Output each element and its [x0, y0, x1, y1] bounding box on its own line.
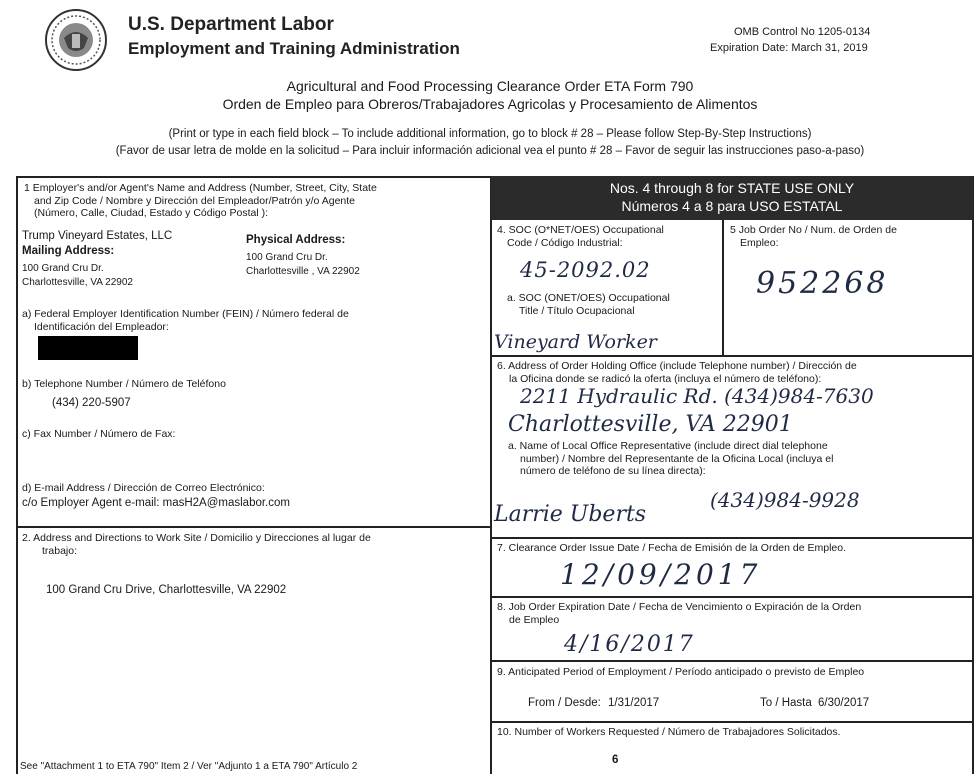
- form-title-english: Agricultural and Food Processing Clearance Order ETA Form 790: [286, 78, 694, 94]
- state-use-header-line1: Nos. 4 through 8 for STATE USE ONLY: [609, 180, 855, 196]
- omb-expiration-date: Expiration Date: March 31, 2019: [710, 42, 868, 54]
- agency-name-line1: U.S. Department Labor: [128, 14, 334, 35]
- attachment-note: See "Attachment 1 to ETA 790" Item 2 / Ver "Adjunto 1 a ETA 790" Artículo 2: [20, 761, 358, 772]
- instructions-english: (Print or type in each field block – To include additional information, go to block # 28 – Please follow Step-By-Step Instructions): [168, 128, 812, 140]
- block4-label: [497, 224, 664, 249]
- form-right-border: [972, 176, 974, 774]
- block10-label: 10. Number of Workers Requested / Número de Trabajadores Solicitados.: [497, 726, 841, 738]
- email-value[interactable]: c/o Employer Agent e-mail: masH2A@maslabor.com: [22, 497, 290, 509]
- block8-label-line1: 8. Job Order Expiration Date / Fecha de Vencimiento o Expiración de la Orden: [497, 601, 862, 613]
- order-office-address-line1[interactable]: 2211 Hydraulic Rd. (434)984-7630: [520, 384, 874, 408]
- agency-name-line2: Employment and Training Administration: [128, 39, 460, 58]
- block4-label-line2: Code / Código Industrial:: [507, 236, 623, 249]
- phone-value[interactable]: (434) 220-5907: [52, 397, 131, 409]
- block8-label: [497, 601, 861, 626]
- period-from-label: From / Desde:: [528, 697, 601, 709]
- divider-block1-block2: [16, 526, 492, 528]
- employer-name[interactable]: Trump Vineyard Estates, LLC: [22, 230, 173, 242]
- work-site-address[interactable]: 100 Grand Cru Drive, Charlottesville, VA 22902: [46, 584, 287, 596]
- physical-address-label: Physical Address:: [246, 234, 346, 246]
- mailing-address-label: Mailing Address:: [22, 245, 115, 257]
- fein-label: [22, 308, 349, 333]
- block6-label: [497, 360, 857, 385]
- block2-label: [22, 532, 371, 557]
- instructions-spanish: (Favor de usar letra de molde en la solicitud – Para incluir información adicional vea el punto # 28 – Favor de seguir las instrucciones paso-a-paso): [115, 145, 865, 157]
- order-office-address-line2[interactable]: Charlottesville, VA 22901: [508, 412, 793, 437]
- state-use-header-line2: Números 4 a 8 para USO ESTATAL: [621, 198, 843, 214]
- fein-label-line1: a) Federal Employer Identification Number (FEIN) / Número federal de: [22, 308, 349, 320]
- fein-label-line2: Identificación del Empleador:: [34, 320, 169, 333]
- physical-city[interactable]: Charlottesville , VA 22902: [246, 266, 360, 277]
- block4a-label-line1: a. SOC (ONET/OES) Occupational: [507, 292, 670, 304]
- divider-block4-block6: [490, 355, 973, 357]
- state-use-header: [491, 176, 973, 220]
- form-column-divider: [490, 176, 492, 774]
- issue-date-value[interactable]: 12/09/2017: [560, 558, 762, 591]
- block8-label-line2: de Empleo: [509, 613, 560, 626]
- block1-label-line1: 1 Employer's and/or Agent's Name and Address (Number, Street, City, State: [24, 182, 377, 194]
- local-rep-name-value[interactable]: Larrie Uberts: [494, 502, 647, 527]
- block4a-label-line2: Title / Título Ocupacional: [519, 304, 635, 317]
- mailing-street[interactable]: 100 Grand Cru Dr.: [22, 263, 104, 274]
- dol-seal-icon: [44, 8, 108, 72]
- fax-label: c) Fax Number / Número de Fax:: [22, 428, 176, 440]
- block7-label: 7. Clearance Order Issue Date / Fecha de Emisión de la Orden de Empleo.: [497, 542, 847, 554]
- block6a-label-line2: number) / Nombre del Representante de la Oficina Local (incluya el: [520, 452, 834, 465]
- form-left-border: [16, 176, 18, 774]
- block9-label: 9. Anticipated Period of Employment / Período anticipado o previsto de Empleo: [497, 666, 865, 678]
- divider-block7-block8: [490, 596, 973, 598]
- fein-redaction: [38, 336, 138, 360]
- job-order-number-value[interactable]: 952268: [756, 266, 889, 301]
- phone-label: b) Telephone Number / Número de Teléfono: [22, 378, 226, 390]
- block6a-label: [508, 440, 833, 478]
- block2-label-line1: 2. Address and Directions to Work Site / Domicilio y Direcciones al lugar de: [22, 532, 371, 544]
- expiration-date-value[interactable]: 4/16/2017: [564, 632, 695, 657]
- soc-title-value[interactable]: Vineyard Worker: [494, 331, 657, 353]
- block1-label-line3: (Número, Calle, Ciudad, Estado y Código Postal ):: [34, 207, 269, 219]
- block1-label-line2: and Zip Code / Nombre y Dirección del Empleador/Patrón y/o Agente: [34, 194, 356, 207]
- period-to-value[interactable]: 6/30/2017: [818, 697, 870, 709]
- workers-requested-value[interactable]: 6: [612, 754, 619, 766]
- block5-label-line2: Empleo:: [740, 236, 779, 249]
- divider-block6-block7: [490, 537, 973, 539]
- form-title-spanish: Orden de Empleo para Obreros/Trabajadores Agricolas y Procesamiento de Alimentos: [222, 96, 758, 112]
- period-to-label: To / Hasta: [760, 697, 812, 709]
- physical-street[interactable]: 100 Grand Cru Dr.: [246, 252, 328, 263]
- soc-code-value[interactable]: 45-2092.02: [520, 258, 651, 282]
- divider-block9-block10: [490, 721, 973, 723]
- block4a-label: [507, 292, 670, 317]
- block5-label: [730, 224, 897, 249]
- divider-block8-block9: [490, 660, 973, 662]
- mailing-city[interactable]: Charlottesville, VA 22902: [22, 277, 133, 288]
- local-rep-phone-value[interactable]: (434)984-9928: [710, 488, 860, 512]
- block6-label-line1: 6. Address of Order Holding Office (include Telephone number) / Dirección de: [497, 360, 857, 372]
- email-label: d) E-mail Address / Dirección de Correo Electrónico:: [22, 482, 265, 494]
- block6a-label-line3: número de teléfono de su línea directa):: [520, 465, 706, 477]
- block5-label-line1: 5 Job Order No / Num. de Orden de: [730, 224, 897, 236]
- divider-block4-block5: [722, 220, 724, 355]
- block6a-label-line1: a. Name of Local Office Representative (include direct dial telephone: [508, 440, 828, 452]
- block2-label-line2: trabajo:: [42, 544, 78, 557]
- omb-control-number: OMB Control No 1205-0134: [734, 26, 871, 38]
- block4-label-line1: 4. SOC (O*NET/OES) Occupational: [497, 224, 664, 236]
- period-from-value[interactable]: 1/31/2017: [608, 697, 660, 709]
- block6-label-line2: la Oficina donde se radicó la oferta (incluya el número de teléfono):: [509, 372, 822, 385]
- block1-label: [24, 182, 377, 220]
